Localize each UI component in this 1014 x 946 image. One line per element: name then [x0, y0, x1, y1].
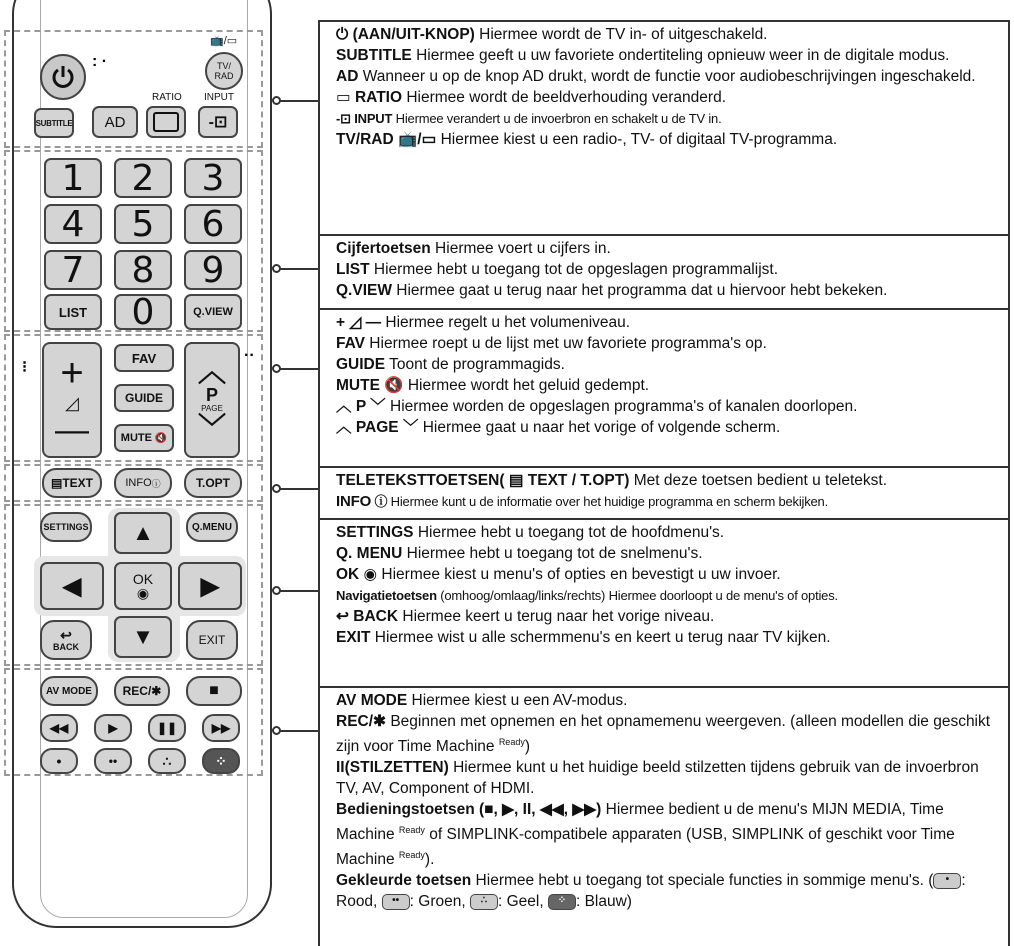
ad-button[interactable]: AD	[92, 106, 138, 138]
settings-button[interactable]: SETTINGS	[40, 512, 92, 542]
desc-section-4	[318, 466, 1010, 518]
desc-section-5	[318, 518, 1010, 686]
desc-subtitle: SUBTITLE Hiermee geeft u uw favoriete ondertiteling opnieuw weer in de digitale modus.	[336, 47, 950, 64]
desc-back: ↩ BACK Hiermee keert u terug naar het vorige niveau.	[336, 608, 715, 625]
ok-circle-icon: ◉	[359, 566, 378, 583]
desc-section-6	[318, 686, 1010, 946]
desc-section-1	[318, 20, 1010, 234]
ok-button[interactable]: OK ◉	[114, 562, 172, 610]
chevron-down-icon: ﹀	[398, 419, 419, 436]
qview-button[interactable]: Q.VIEW	[184, 294, 242, 330]
chevron-up-icon: ︿	[197, 356, 226, 387]
desc-section-2	[318, 234, 1010, 308]
desc-digits: Cijfertoetsen Hiermee voert u cijfers in.	[336, 240, 611, 257]
input-button[interactable]	[198, 106, 238, 138]
ratio-label: RATIO	[152, 92, 182, 103]
text-button[interactable]: ▤ TEXT	[42, 468, 102, 498]
arrow-left-icon: ◀	[62, 572, 82, 600]
connector-4	[276, 488, 318, 490]
volume-up-icon: +	[60, 351, 84, 395]
blue-button[interactable]: ⁘	[202, 748, 240, 774]
volume-down-icon: —	[55, 411, 89, 449]
tvrad-button[interactable]: TV/ RAD	[205, 52, 243, 90]
digit-0-button[interactable]: 0	[114, 294, 172, 330]
mute-speaker-icon: 🔇	[379, 377, 404, 394]
desc-mute: MUTE 🔇 Hiermee wordt het geluid gedempt.	[336, 377, 650, 394]
chevron-down-icon: ﹀	[365, 398, 386, 415]
connector-6	[276, 730, 318, 732]
topt-button[interactable]: T.OPT	[184, 468, 242, 498]
back-arrow-icon: ↩	[336, 608, 354, 625]
chevron-up-icon: ︿	[336, 398, 356, 415]
play-icon: ▶	[108, 721, 118, 735]
yellow-button[interactable]: ∴	[148, 748, 186, 774]
power-icon	[50, 64, 76, 90]
pause-icon: ❚❚	[156, 721, 178, 735]
up-arrow-button[interactable]	[114, 512, 172, 554]
arrow-right-icon: ▶	[200, 572, 220, 600]
desc-input: -⊡ INPUT Hiermee verandert u de invoerbron en schakelt u de TV in.	[336, 111, 722, 126]
input-icon: -⊡	[208, 114, 228, 131]
list-button[interactable]: LIST	[44, 294, 102, 330]
fast-forward-button[interactable]	[202, 714, 240, 742]
digit-7-button[interactable]: 7	[44, 250, 102, 290]
down-arrow-button[interactable]	[114, 616, 172, 658]
guide-button[interactable]: GUIDE	[114, 384, 174, 412]
desc-qview: Q.VIEW Hiermee gaat u terug naar het programma dat u hiervoor hebt bekeken.	[336, 282, 888, 299]
left-arrow-button[interactable]	[40, 562, 104, 610]
braille-dots-left-icon: ⁝	[22, 359, 28, 376]
yellow-key-icon: ∴	[470, 894, 498, 910]
arrow-down-icon: ▼	[132, 624, 154, 649]
arrow-up-icon: ▲	[132, 520, 154, 545]
tv-radio-icon-label: 📺/▭	[210, 35, 238, 47]
desc-settings: SETTINGS Hiermee hebt u toegang tot de hoofdmenu's.	[336, 524, 725, 541]
back-arrow-icon: ↩	[60, 627, 72, 643]
avmode-button[interactable]: AV MODE	[40, 676, 98, 706]
desc-page: ︿ PAGE ﹀ Hiermee gaat u naar het vorige of volgende scherm.	[336, 419, 781, 436]
digit-8-button[interactable]: 8	[114, 250, 172, 290]
desc-info: INFO ⓘ Hiermee kunt u de informatie over het huidige programma en scherm bekijken.	[336, 493, 828, 510]
connector-2	[276, 268, 318, 270]
desc-color-keys: Gekleurde toetsen Hiermee hebt u toegang tot speciale functies in sommige menu's. ( • : Rood, •• : Groen, ∴ : Geel, ⁘ : Blauw)	[336, 872, 966, 911]
digit-6-button[interactable]: 6	[184, 204, 242, 244]
power-icon: ⏻	[336, 26, 353, 43]
ratio-icon: ▭	[336, 89, 355, 106]
red-button[interactable]: •	[40, 748, 78, 774]
digit-9-button[interactable]: 9	[184, 250, 242, 290]
mute-button[interactable]: MUTE 🔇	[114, 424, 174, 452]
digit-1-button[interactable]: 1	[44, 158, 102, 198]
desc-ad: AD Wanneer u op de knop AD drukt, wordt de functie voor audiobeschrijvingen ingeschakeld.	[336, 68, 976, 85]
fast-forward-icon: ▶▶	[211, 721, 231, 735]
green-key-icon: ••	[382, 894, 410, 910]
desc-p: ︿ P ﹀ Hiermee worden de opgeslagen programma's of kanalen doorlopen.	[336, 398, 858, 415]
info-icon: ⓘ	[151, 478, 161, 489]
desc-controls: Bedieningstoetsen (■, ▶, II, ◀◀, ▶▶) Hiermee bedient u de menu's MIJN MEDIA, Time Machine $^{Ready}$ of SIMPLINK-compatibele apparaten (USB, SIMPLINK of geschikt voor Time Machine $^{Ready}$).	[336, 801, 955, 869]
desc-exit: EXIT Hiermee wist u alle schermmenu's en keert u terug naar TV kijken.	[336, 629, 831, 646]
power-button[interactable]	[40, 54, 86, 100]
qmenu-button[interactable]: Q.MENU	[186, 512, 238, 542]
digit-5-button[interactable]: 5	[114, 204, 172, 244]
ok-circle-icon: ◉	[136, 585, 150, 601]
desc-rec: REC/✱ Beginnen met opnemen en het opnamemenu weergeven. (alleen modellen die geschikt zijn voor Time Machine $^{Ready}$)	[336, 713, 991, 756]
desc-avmode: AV MODE Hiermee kiest u een AV-modus.	[336, 692, 628, 709]
input-label: INPUT	[204, 92, 234, 103]
braille-dots-right-icon: ··	[244, 347, 255, 364]
program-page-rocker[interactable]: ︿ P PAGE ﹀	[184, 342, 240, 458]
back-button[interactable]: ↩ BACK	[40, 620, 92, 660]
exit-button[interactable]: EXIT	[186, 620, 238, 660]
rewind-button[interactable]	[40, 714, 78, 742]
rec-button[interactable]: REC/✱	[114, 676, 170, 706]
volume-triangle-icon: ◿	[65, 393, 79, 413]
desc-guide: GUIDE Toont de programmagids.	[336, 356, 565, 373]
right-arrow-button[interactable]	[178, 562, 242, 610]
braille-dots-icon: : ·	[92, 53, 108, 70]
rewind-icon: ◀◀	[49, 721, 69, 735]
desc-tvrad: TV/RAD 📺/▭ Hiermee kiest u een radio-, TV- of digitaal TV-programma.	[336, 131, 838, 148]
desc-teletext: TELETEKSTTOETSEN( ▤ TEXT / T.OPT) Met deze toetsen bedient u teletekst.	[336, 472, 888, 489]
blue-key-icon: ⁘	[548, 894, 576, 910]
stop-icon: ■	[209, 682, 219, 699]
chevron-up-icon: ︿	[336, 419, 356, 436]
text-icon: ▤	[504, 472, 524, 489]
red-key-icon: •	[933, 873, 961, 889]
ratio-icon	[153, 112, 179, 132]
desc-list: LIST Hiermee hebt u toegang tot de opgeslagen programmalijst.	[336, 261, 779, 278]
text-icon: ▤	[50, 476, 63, 490]
input-icon: -⊡	[336, 111, 355, 126]
desc-section-3	[318, 308, 1010, 466]
digit-2-button[interactable]: 2	[114, 158, 172, 198]
digit-4-button[interactable]: 4	[44, 204, 102, 244]
green-button[interactable]: ••	[94, 748, 132, 774]
fav-button[interactable]: FAV	[114, 344, 174, 372]
desc-pause: II(STILZETTEN) Hiermee kunt u het huidige beeld stilzetten tijdens gebruik van de invoerbron TV, AV, Component of HDMI.	[336, 759, 979, 798]
desc-fav: FAV Hiermee roept u de lijst met uw favoriete programma's op.	[336, 335, 767, 352]
desc-ratio: ▭ RATIO Hiermee wordt de beeldverhouding veranderd.	[336, 89, 727, 106]
desc-ok: OK ◉ Hiermee kiest u menu's of opties en bevestigt u uw invoer.	[336, 566, 781, 583]
pause-button[interactable]	[148, 714, 186, 742]
desc-power: ⏻ (AAN/UIT-KNOP) Hiermee wordt de TV in- of uitgeschakeld.	[336, 26, 768, 43]
subtitle-button[interactable]: SUBTITLE	[34, 108, 74, 138]
desc-qmenu: Q. MENU Hiermee hebt u toegang tot de snelmenu's.	[336, 545, 703, 562]
chevron-down-icon: ﹀	[197, 412, 226, 443]
digit-3-button[interactable]: 3	[184, 158, 242, 198]
stop-button[interactable]	[186, 676, 242, 706]
info-button[interactable]: INFO ⓘ	[114, 468, 172, 498]
desc-volume: + ◿ — Hiermee regelt u het volumeniveau.	[336, 314, 631, 331]
info-icon: ⓘ	[371, 494, 388, 509]
volume-icons: + ◿ —	[336, 314, 382, 331]
ratio-button[interactable]	[146, 106, 186, 138]
desc-navigation: Navigatietoetsen (omhoog/omlaag/links/rechts) Hiermee doorloopt u de menu's of opties.	[336, 588, 838, 603]
connector-3	[276, 368, 318, 370]
play-button[interactable]	[94, 714, 132, 742]
mute-speaker-icon: 🔇	[151, 432, 168, 444]
volume-rocker[interactable]	[42, 342, 102, 458]
tv-radio-icon: 📺/▭	[393, 131, 437, 148]
connector-1	[276, 100, 318, 102]
connector-5	[276, 590, 318, 592]
